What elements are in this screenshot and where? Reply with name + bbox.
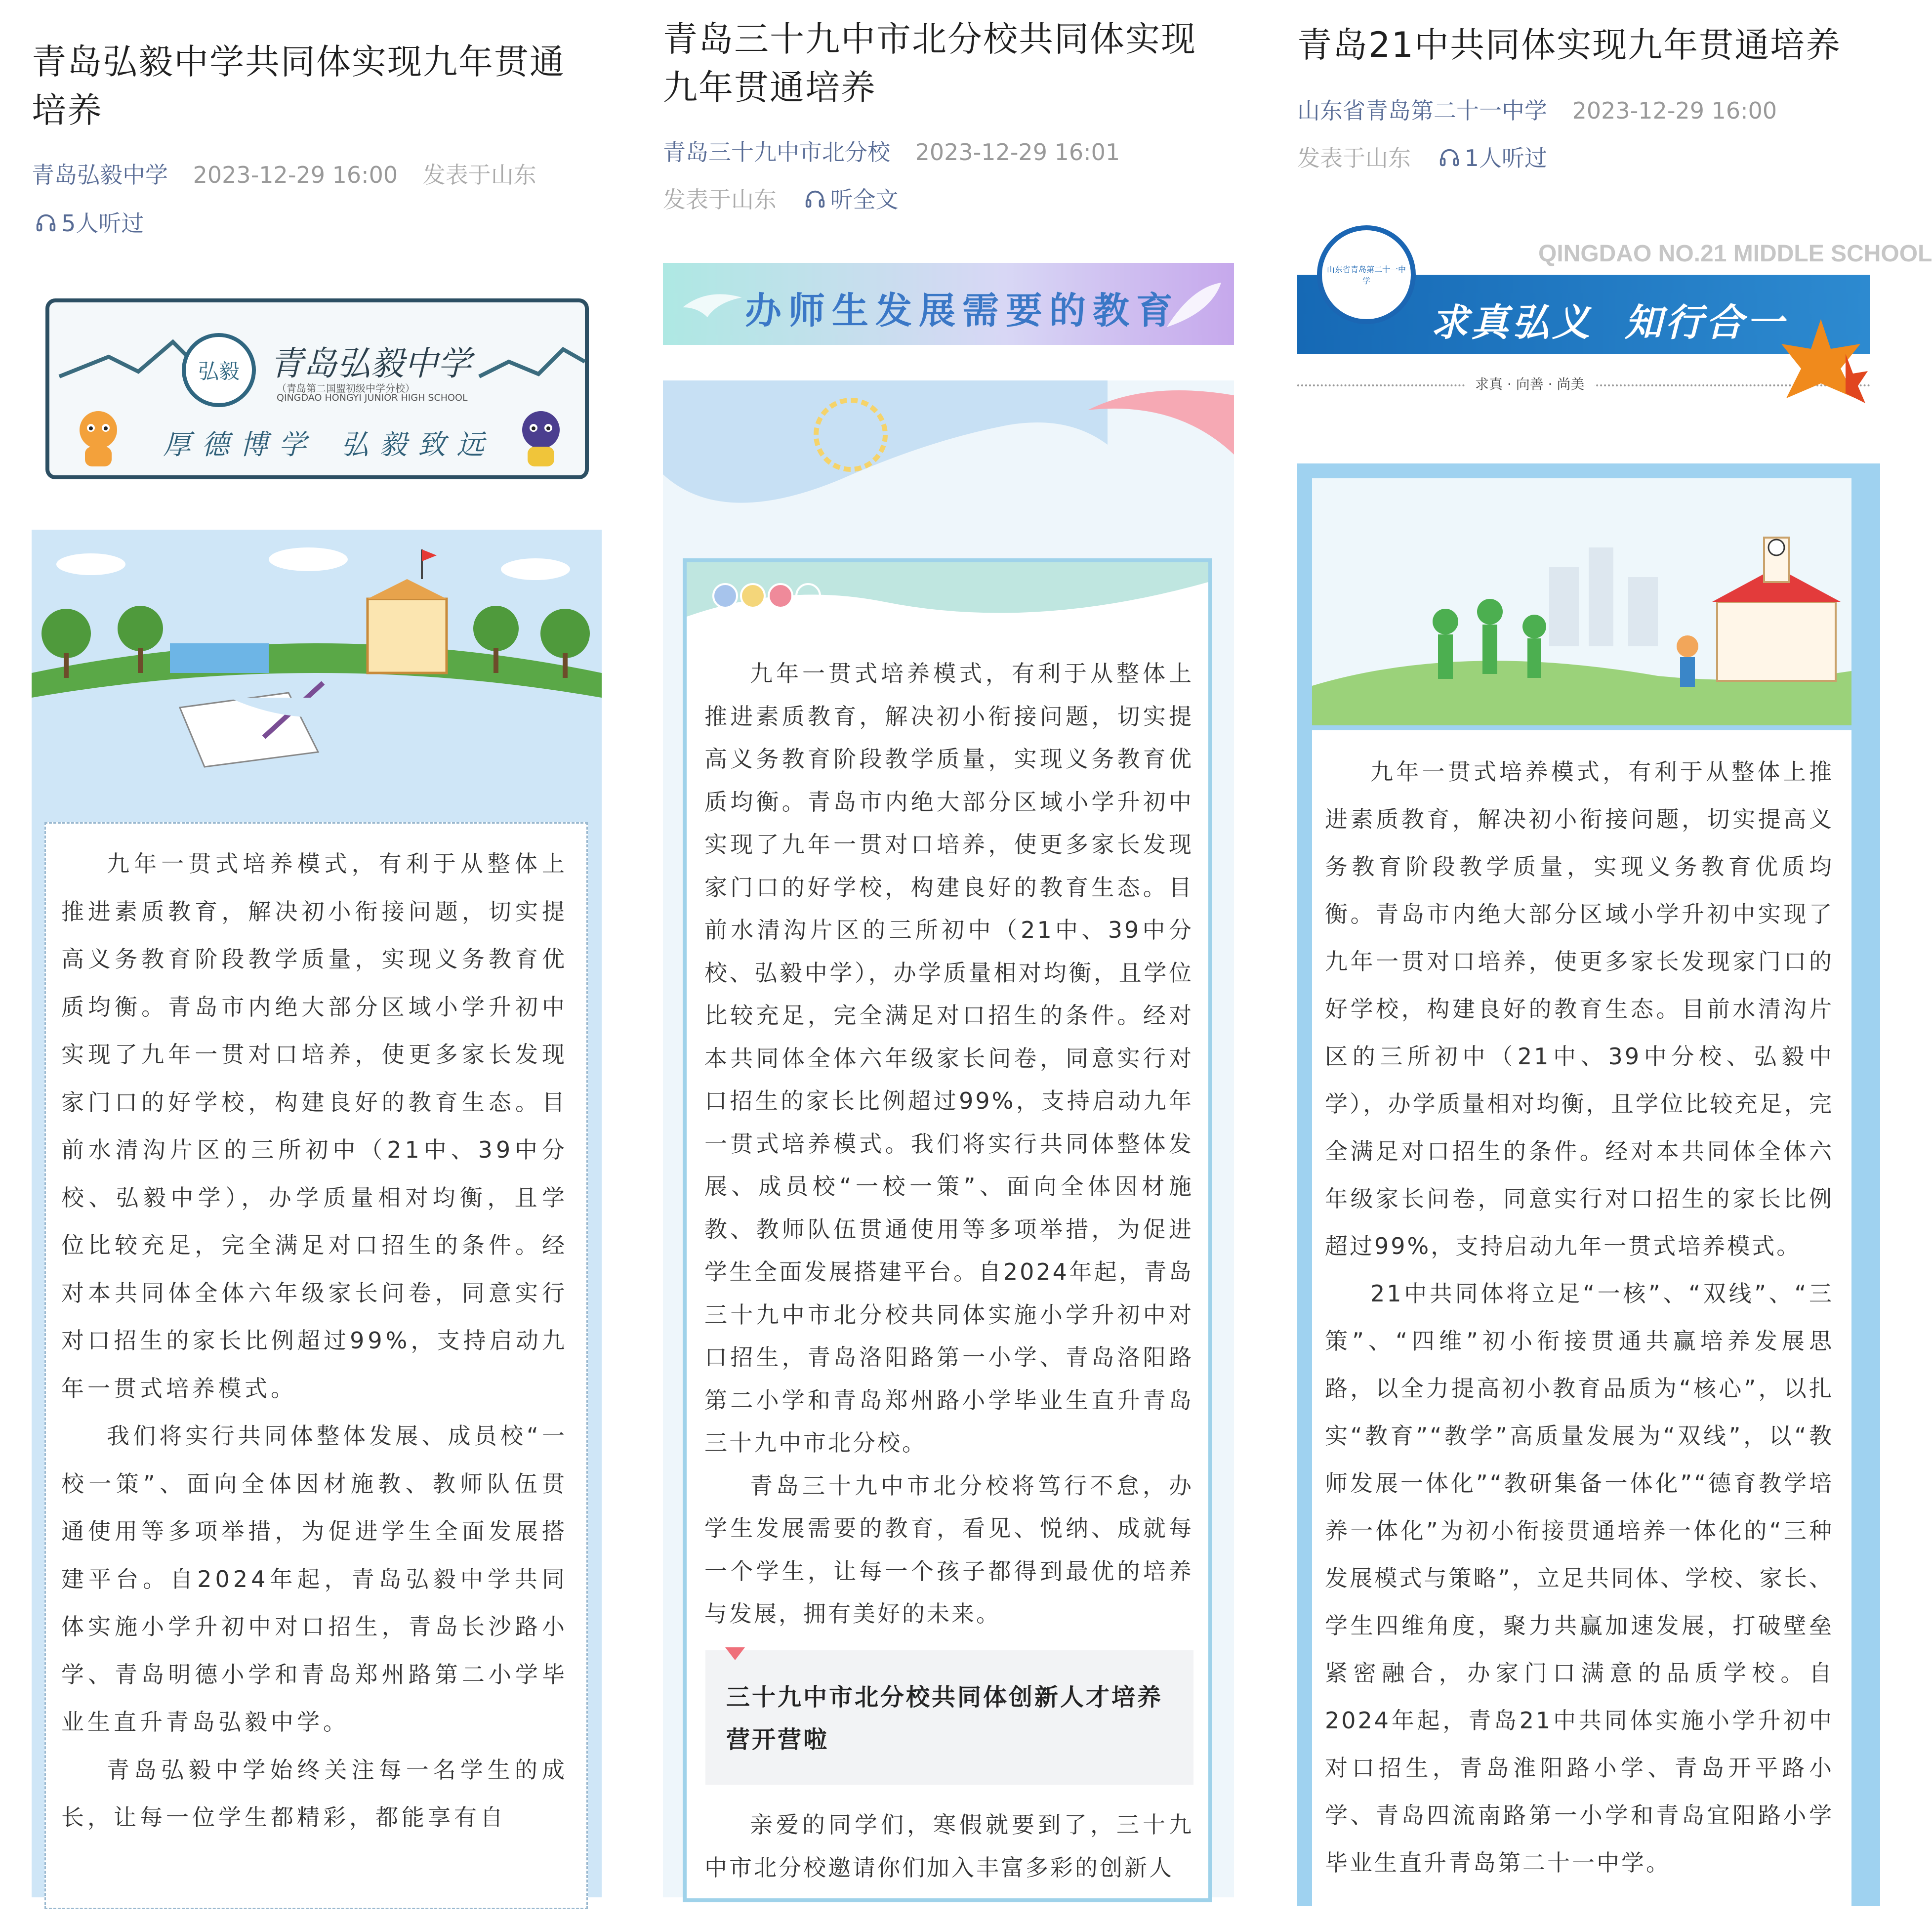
paragraph: 九年一贯式培养模式，有利于从整体上推进素质教育，解决初小衔接问题，切实提高义务教育阶段教学质量，实现义务教育优质均衡。青岛市内绝大部分区域小学升初中实现了九年一贯对口培养，使更多家长发现家门口的好学校，构建良好的教育生态。目前水清沟片区的三所初中（21中、39中分校、弘毅中学），办学质量相对均衡，且学位比较充足，完全满足对口招生的条件。经对本共同体全体六年级家长问卷，同意实行对口招生的家长比例超过99%，支持启动九年一贯式培养模式。 (1325, 758, 1834, 1259)
article-body (704, 652, 1193, 1635)
listen-count-label: 1人听过 (1464, 145, 1547, 171)
column-divider (632, 0, 642, 1897)
campus-illustration (32, 530, 602, 816)
school-banner (1297, 220, 1932, 418)
listen-count[interactable] (35, 206, 144, 238)
paragraph: 九年一贯式培养模式，有利于从整体上推进素质教育，解决初小衔接问题，切实提高义务教育阶段教学质量，实现义务教育优质均衡。青岛市内绝大部分区域小学升初中实现了九年一贯对口培养，使更多家长发现家门口的好学校，构建良好的教育生态。目前水清沟片区的三所初中（21中、39中分校、弘毅中学），办学质量相对均衡，且学位比较充足，完全满足对口招生的条件。经对本共同体全体六年级家长问卷，同意实行对口招生的家长比例超过99%，支持启动九年一贯式培养模式。 (61, 850, 568, 1402)
article-meta (663, 134, 1138, 167)
banner-sub: 求真 · 向善 · 尚美 (1465, 374, 1594, 393)
seal-text: 山东省青岛第二十一中学 (1327, 265, 1406, 286)
paragraph: 九年一贯式培养模式，有利于从整体上推进素质教育，解决初小衔接问题，切实提高义务教育阶段教学质量，实现义务教育优质均衡。青岛市内绝大部分区域小学升初中实现了九年一贯对口培养，使更多家长发现家门口的好学校，构建良好的教育生态。目前水清沟片区的三所初中（21中、39中分校、弘毅中学），办学质量相对均衡，且学位比较充足，完全满足对口招生的条件。经对本共同体全体六年级家长问卷，同意实行对口招生的家长比例超过99%，支持启动九年一贯式培养模式。我们将实行共同体整体发展、成员校“一校一策”、面向全体因材施教、教师队伍贯通使用等多项举措，为促进学生全面发展搭建平台。自2024年起，青岛三十九中市北分校共同体实施小学升初中对口招生，青岛洛阳路第一小学、青岛洛阳路第二小学和青岛郑州路小学毕业生直升青岛三十九中市北分校。 (704, 660, 1193, 1456)
dragon-mascot-orange (71, 406, 125, 470)
article-column-39-branch (642, 0, 1270, 1897)
maple-leaf-icon (1771, 314, 1870, 413)
listen-count[interactable] (1438, 145, 1547, 171)
school-motto-left: 厚德博学 (163, 429, 317, 461)
wave-decoration (663, 380, 1234, 529)
motto-banner (663, 263, 1234, 345)
publish-location: 发表于山东 (1297, 145, 1411, 171)
headphones-icon (35, 211, 57, 234)
article-column-no21 (1284, 0, 1932, 1897)
publish-time: 2023-12-29 16:00 (193, 162, 398, 188)
article-body (1325, 748, 1834, 1886)
article-meta-second-line (663, 182, 899, 214)
paragraph: 亲爱的同学们，寒假就要到了，三十九中市北分校邀请你们加入丰富多彩的创新人 (704, 1811, 1193, 1881)
school-banner (45, 298, 589, 479)
publish-time: 2023-12-29 16:00 (1572, 97, 1777, 124)
school-name-en: QINGDAO HONGYI JUNIOR HIGH SCHOOL (277, 392, 468, 403)
publish-location: 发表于山东 (422, 162, 536, 188)
article-column-hongyi (0, 0, 632, 1897)
article-meta-second-line (1297, 140, 1547, 173)
account-name-link[interactable]: 青岛三十九中市北分校 (663, 139, 890, 166)
article-meta (32, 157, 536, 190)
article-title: 青岛21中共同体实现九年贯通培养 (1297, 25, 1842, 65)
article-body (61, 840, 568, 1842)
account-name-link[interactable]: 青岛弘毅中学 (32, 162, 168, 188)
school-seal-logo (1317, 225, 1416, 324)
headphones-icon (1438, 146, 1461, 169)
callout-text: 三十九中市北分校共同体创新人才培养营开营啦 (726, 1683, 1163, 1754)
listen-full-text-button[interactable] (804, 186, 899, 213)
publish-location: 发表于山东 (663, 186, 777, 213)
article-meta (1297, 93, 1795, 126)
article-title: 青岛弘毅中学共同体实现九年贯通培养 (32, 42, 565, 130)
paragraph: 青岛弘毅中学始终关注每一名学生的成长，让每一位学生都精彩，都能享有自 (61, 1756, 568, 1831)
paragraph: 21中共同体将立足“一核”、“双线”、“三策”、“四维”初小衔接贯通共赢培养发展思路，以全力提高初小教育品质为“核心”，以扎实“教育”“教学”高质量发展为“双线”，以“教师发展一体化”“教研集备一体化”“德育教学培养一体化”为初小衔接贯通培养一体化的“三种发展模式与策略”，立足共同体、学校、家长、学生四维角度，聚力共赢加速发展，打破壁垒紧密融合，办家门口满意的品质学校。自2024年起，青岛21中共同体实施小学升初中对口招生，青岛淮阳路小学、青岛开平路小学、青岛四流南路第一小学和青岛宜阳路小学毕业生直升青岛第二十一中学。 (1325, 1280, 1834, 1876)
motto-text: 办师生发展需要的教育 (745, 290, 1180, 332)
logo-seal-text: 弘毅 (198, 359, 240, 383)
running-students-illustration (1312, 478, 1851, 725)
listen-count-label: 5人听过 (61, 210, 144, 237)
banner-school-en: QINGDAO NO.21 MIDDLE SCHOOL (1538, 241, 1932, 267)
school-motto-right: 弘毅致远 (341, 429, 495, 461)
paragraph: 我们将实行共同体整体发展、成员校“一校一策”、面向全体因材施教、教师队伍贯通使用等多项举措，为促进学生全面发展搭建平台。自2024年起，青岛弘毅中学共同体实施小学升初中对口招生，青岛长沙路小学、青岛明德小学和青岛郑州路第二小学毕业生直升青岛弘毅中学。 (61, 1423, 568, 1735)
banner-motto: 求真弘义 知行合一 (1431, 300, 1787, 344)
headphones-icon (804, 188, 826, 210)
school-name-cn: 青岛弘毅中学 (270, 344, 472, 383)
dragon-mascot-purple (514, 406, 568, 470)
bird-icon (678, 278, 747, 327)
card-header-decoration (687, 562, 1208, 636)
listen-full-text-label: 听全文 (830, 186, 899, 213)
school-logo (182, 333, 256, 407)
triangle-marker-icon (725, 1647, 745, 1662)
section-callout (705, 1650, 1193, 1785)
paragraph: 青岛三十九中市北分校将笃行不怠，办学生发展需要的教育，看见、悦纳、成就每一个学生，让每一个孩子都得到最优的培养与发展，拥有美好的未来。 (704, 1472, 1193, 1627)
school-subname: （青岛第二国盟初级中学分校） (277, 382, 415, 394)
feather-icon (1157, 278, 1226, 337)
account-name-link[interactable]: 山东省青岛第二十一中学 (1297, 97, 1547, 124)
article-title: 青岛三十九中市北分校共同体实现九年贯通培养 (663, 19, 1196, 108)
article-body-continued (704, 1803, 1193, 1889)
publish-time: 2023-12-29 16:01 (915, 139, 1120, 166)
column-divider (1270, 0, 1284, 1897)
